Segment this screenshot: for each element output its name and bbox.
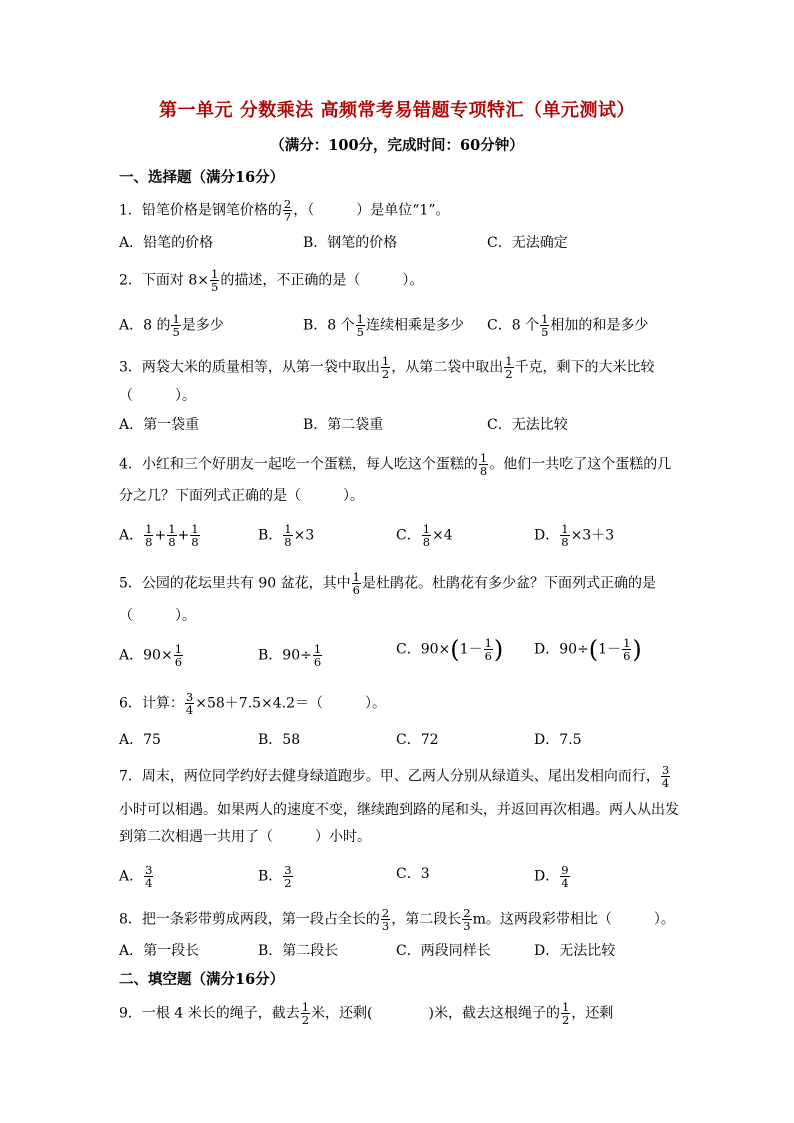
q7-option-c[interactable]: C．3 [396, 866, 430, 882]
q4-option-a[interactable]: A． $\frac{1}{8}$ + $\frac{1}{8}$ + $\frac{1}{8}$ [119, 522, 199, 549]
q5-option-d[interactable]: D．90÷(1－ $\frac{1}{6}$ ) [534, 635, 642, 664]
q7-option-b[interactable]: B． $\frac{3}{2}$ [258, 863, 292, 890]
q7-option-d[interactable]: D． $\frac{9}{4}$ [534, 863, 569, 890]
question-7: 7．周末，两位同学约好去健身绿道跑步。甲、乙两人分别从绿道头、尾出发相向而行， $\frac{3}{4}$ [119, 763, 670, 790]
q3-option-b[interactable]: B．第二袋重 [303, 417, 384, 433]
q6-option-c[interactable]: C．72 [396, 732, 439, 748]
question-7-line-2: 小时可以相遇。如果两人的速度不变，继续跑到路的尾和头，并返回再次相遇。两人从出发 [119, 802, 679, 818]
question-5: 5．公园的花坛里共有 90 盆花，其中 $\frac{1}{6}$ 是杜鹃花。杜鹃花有多少盆？下面列式正确的是 [119, 570, 656, 597]
fraction: $\frac{1}{2}$ [301, 1000, 310, 1027]
q6-option-d[interactable]: D．7.5 [534, 732, 582, 748]
q8-option-c[interactable]: C．两段同样长 [396, 943, 491, 959]
q4-option-c[interactable]: C． $\frac{1}{8}$ ×4 [396, 522, 453, 549]
q4-option-b[interactable]: B． $\frac{1}{8}$ ×3 [258, 522, 315, 549]
q6-option-a[interactable]: A．75 [119, 732, 161, 748]
fraction: $\frac{2}{3}$ [463, 906, 471, 933]
page-subtitle: （满分：100分，完成时间：60分钟） [270, 137, 524, 154]
fraction: $\frac{2}{7}$ [283, 197, 292, 224]
q7-option-a[interactable]: A． $\frac{3}{4}$ [119, 863, 153, 890]
question-5-line-2: （ ）。 [119, 608, 196, 624]
q5-option-c[interactable]: C．90×(1－ $\frac{1}{6}$ ) [396, 635, 504, 664]
fraction: $\frac{3}{4}$ [661, 763, 670, 790]
fraction: $\frac{2}{3}$ [381, 906, 390, 933]
question-4: 4．小红和三个好朋友一起吃一个蛋糕，每人吃这个蛋糕的 $\frac{1}{8}$ 。他们一共吃了这个蛋糕的几 [119, 451, 672, 478]
q6-option-b[interactable]: B．58 [258, 732, 301, 748]
q1-option-b[interactable]: B．钢笔的价格 [303, 235, 398, 251]
question-9: 9．一根 4 米长的绳子，截去 $\frac{1}{2}$ 米，还剩( )米，截去这根绳子的 $\frac{1}{2}$ ，还剩 [119, 1000, 614, 1027]
question-1: 1．铅笔价格是钢笔价格的 $\frac{2}{7}$ ，（ ）是单位“1”。 [119, 197, 450, 224]
q1-option-a[interactable]: A．铅笔的价格 [119, 235, 214, 251]
question-3-line-2: （ ）。 [119, 388, 196, 404]
fraction: $\frac{1}{5}$ [541, 312, 549, 339]
question-4-line-2: 分之几？下面列式正确的是（ ）。 [119, 488, 364, 504]
question-7-line-3: 到第二次相遇一共用了（ ）小时。 [119, 829, 371, 845]
q8-option-d[interactable]: D．无法比较 [534, 943, 616, 959]
q8-option-a[interactable]: A．第一段长 [119, 943, 200, 959]
q3-option-a[interactable]: A．第一袋重 [119, 417, 200, 433]
fraction: $\frac{1}{2}$ [381, 354, 390, 381]
q5-option-a[interactable]: A．90× $\frac{1}{6}$ [119, 642, 183, 669]
question-3: 3．两袋大米的质量相等，从第一袋中取出 $\frac{1}{2}$ ，从第二袋中取出 $\frac{1}{2}$ 千克，剩下的大米比较 [119, 354, 655, 381]
question-6: 6．计算： $\frac{3}{4}$ ×58＋7.5×4.2＝（ ）。 [119, 690, 387, 717]
q2-option-a[interactable]: A．8 的 $\frac{1}{5}$ 是多少 [119, 312, 224, 339]
fraction: $\frac{1}{5}$ [356, 312, 364, 339]
question-8: 8．把一条彩带剪成两段，第一段占全长的 $\frac{2}{3}$ ，第二段长 $\frac{2}{3}$ m。这两段彩带相比（ ）。 [119, 906, 675, 933]
fraction: $\frac{1}{8}$ [479, 451, 488, 478]
fraction: $\frac{1}{2}$ [505, 354, 513, 381]
question-2: 2．下面对 8× $\frac{1}{5}$ 的描述，不正确的是（ ）。 [119, 267, 424, 294]
q5-option-b[interactable]: B．90÷ $\frac{1}{6}$ [258, 642, 322, 669]
q3-option-c[interactable]: C．无法比较 [487, 417, 568, 433]
q8-option-b[interactable]: B．第二段长 [258, 943, 339, 959]
fraction: $\frac{1}{5}$ [211, 267, 219, 294]
fraction: $\frac{1}{6}$ [352, 570, 360, 597]
fraction: $\frac{1}{5}$ [172, 312, 180, 339]
section-heading-choice: 一、选择题（满分16分） [119, 169, 285, 186]
fraction: $\frac{3}{4}$ [185, 690, 194, 717]
section-heading-fill: 二、填空题（满分16分） [119, 971, 285, 988]
q2-option-c[interactable]: C．8 个 $\frac{1}{5}$ 相加的和是多少 [487, 312, 649, 339]
page-title: 第一单元 分数乘法 高频常考易错题专项特汇（单元测试） [158, 100, 636, 121]
fraction: $\frac{1}{2}$ [561, 1000, 570, 1027]
q4-option-d[interactable]: D． $\frac{1}{8}$ ×3＋3 [534, 522, 615, 549]
q2-option-b[interactable]: B．8 个 $\frac{1}{5}$ 连续相乘是多少 [303, 312, 464, 339]
q1-option-c[interactable]: C．无法确定 [487, 235, 568, 251]
